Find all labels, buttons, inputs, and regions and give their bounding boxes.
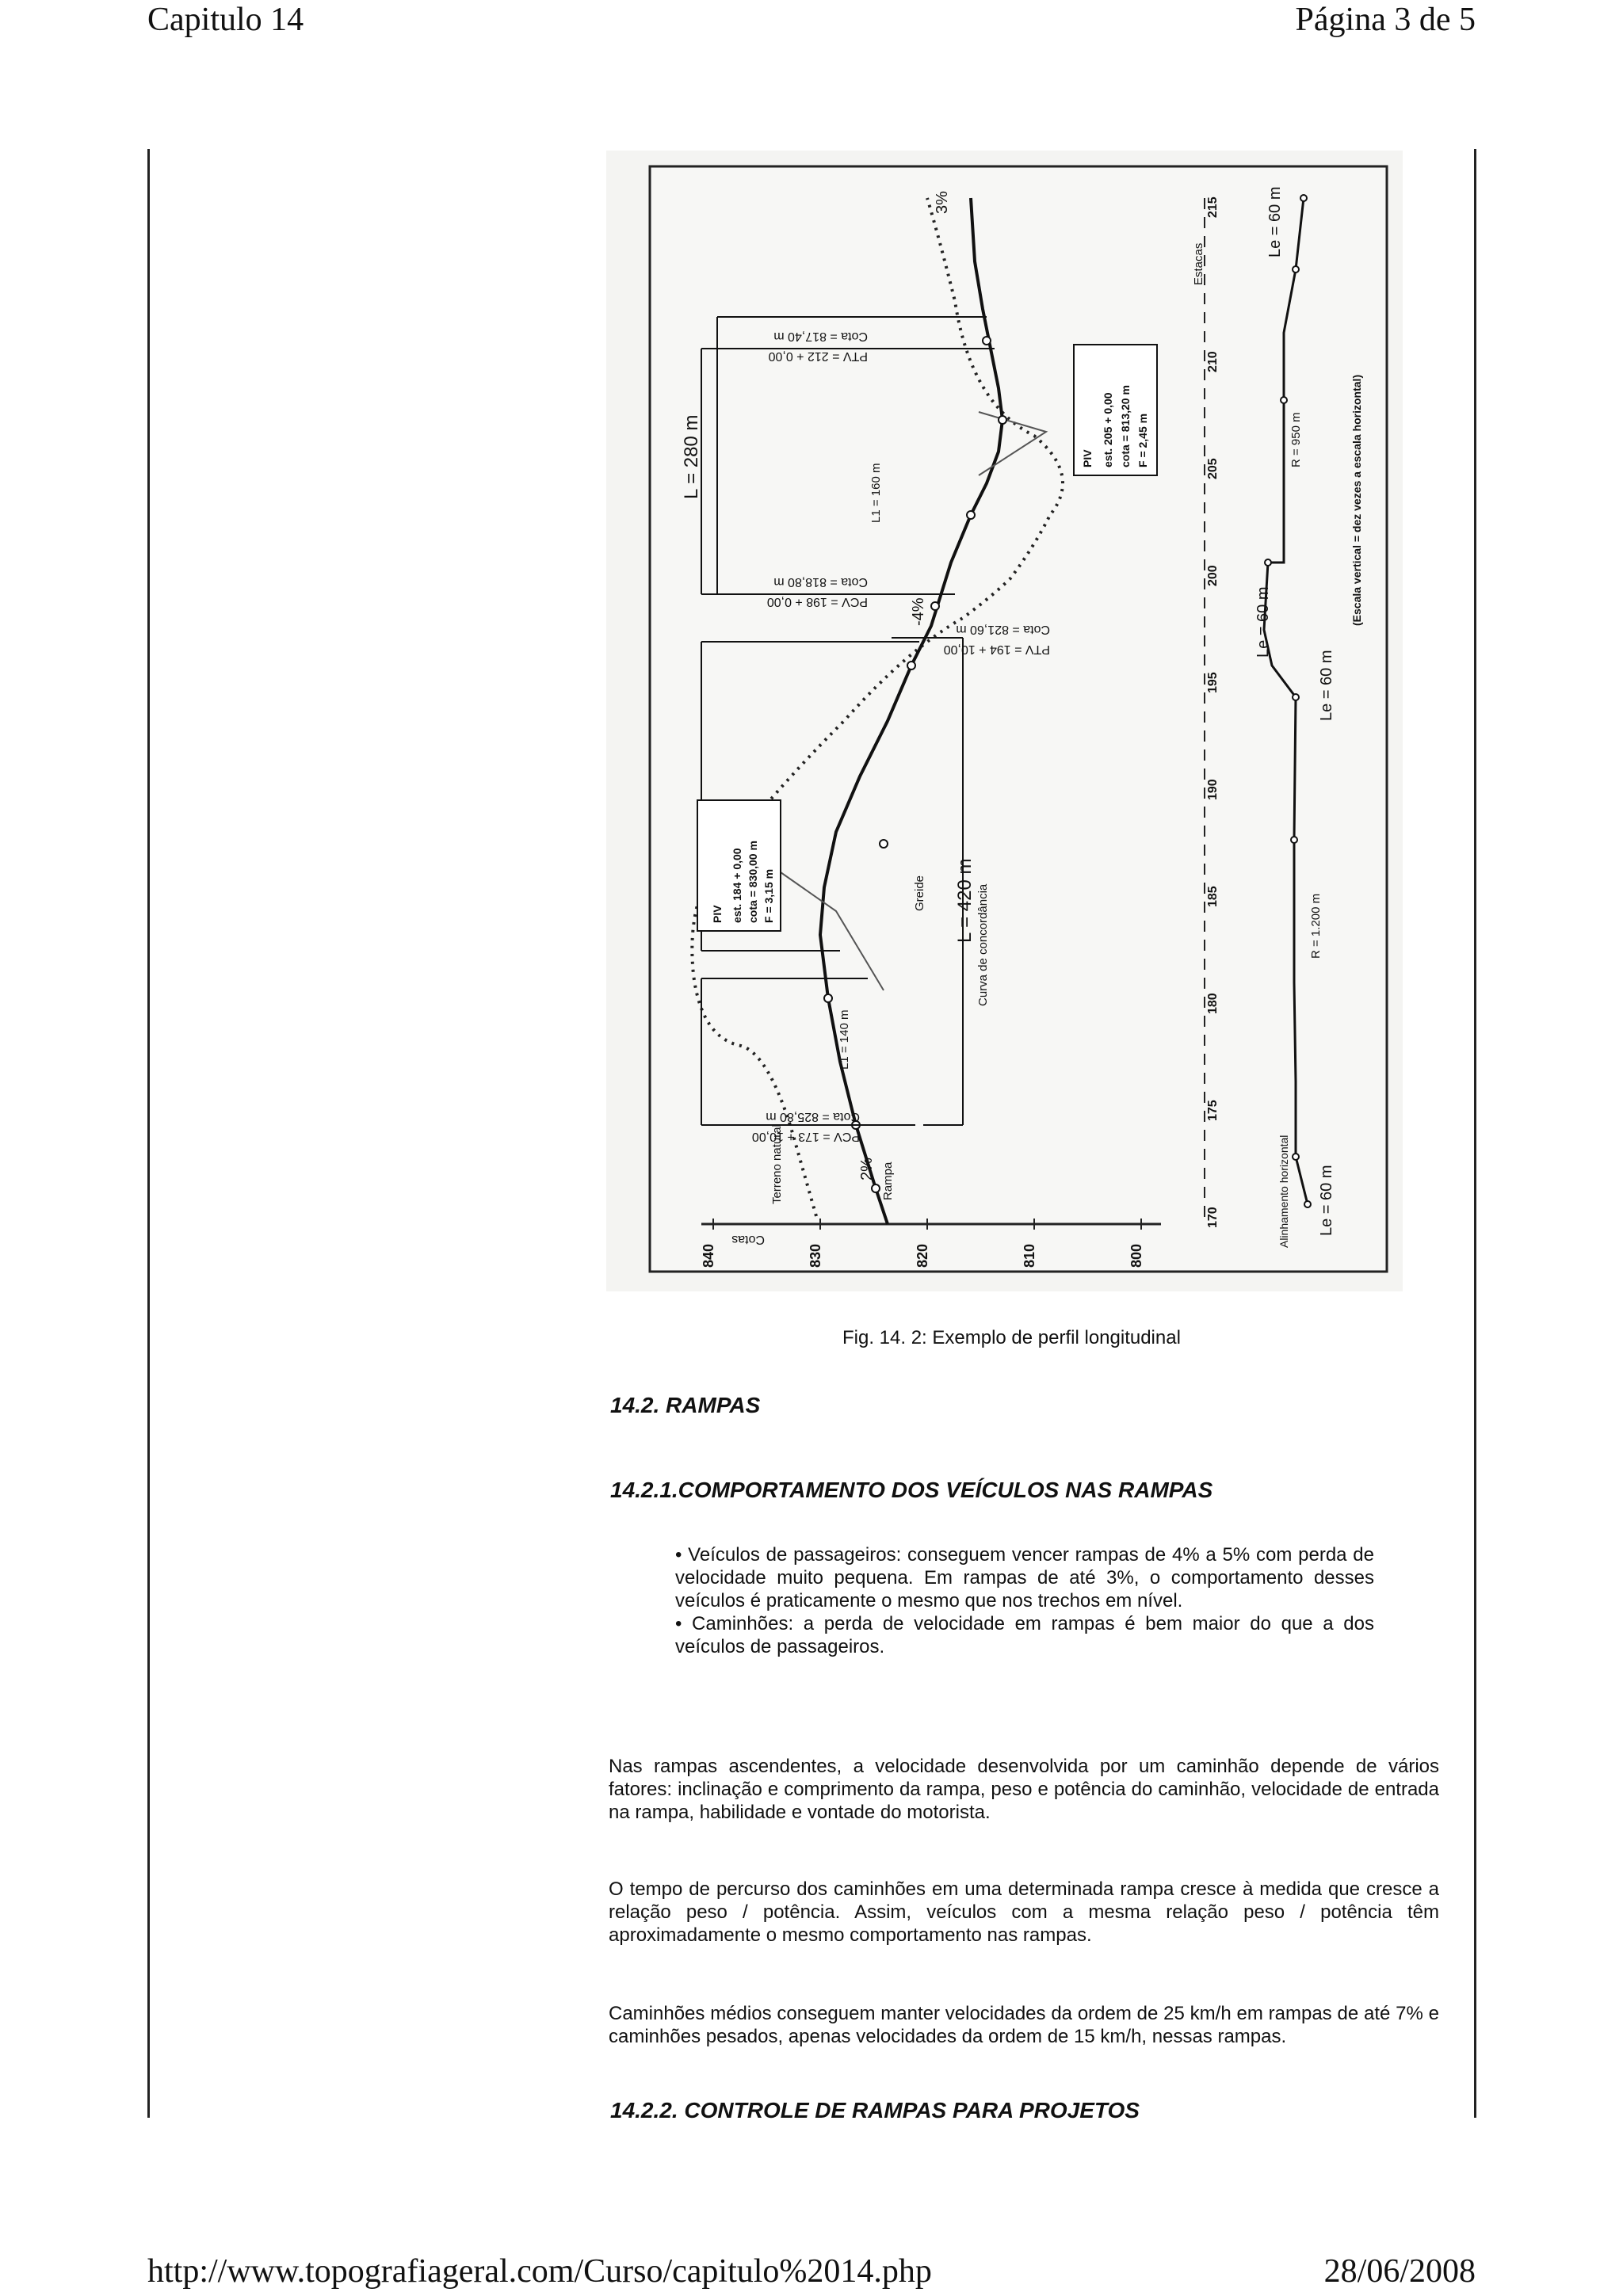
header-page-number: Página 3 de 5 [1295,2,1476,38]
ptv2-label: PTV = 212 + 0,00 [768,349,868,363]
cotas-tick-800: 800 [1128,1243,1144,1268]
cota-ptv1-label: Cota = 821,60 m [956,623,1050,636]
paragraph-rampas-ascendentes: Nas rampas ascendentes, a velocidade desenvolvida por um caminhão depende de vários fatores: inclinação e comprimento da rampa, peso e potência do caminhão, velocidade de entrada na rampa, habilidade e vontade do motorista. [609,1756,1439,1823]
cota-pcv2-label: Cota = 818,80 m [773,575,868,589]
grade-3-percent: 3% [934,191,951,214]
bullet-list [675,1543,1374,1658]
estacas-tick-175: 175 [1206,1100,1220,1121]
svg-text:PIV: PIV [1081,449,1094,467]
cotas-tick-840: 840 [701,1243,716,1268]
length-l1-140: L1 = 140 m [838,1009,851,1070]
piv2-box [1074,345,1157,475]
footer-url[interactable]: http://www.topografiageral.com/Curso/capitulo%2014.php [147,2253,932,2290]
svg-text:cota = 830,00 m: cota = 830,00 m [747,841,759,923]
figure-caption: Fig. 14. 2: Exemplo de perfil longitudinal [842,1327,1181,1348]
svg-text:cota = 813,20 m: cota = 813,20 m [1119,385,1132,467]
pcv2-label: PCV = 198 + 0,00 [766,595,868,608]
ptv1-label: PTV = 194 + 10,00 [943,643,1050,656]
pcv1-label: PCV = 173 + 10,00 [751,1130,860,1143]
footer-date: 28/06/2008 [1323,2253,1476,2290]
greide-label: Greide [913,875,926,911]
svg-text:PIV: PIV [711,905,724,923]
paragraph-tempo-percurso: O tempo de percurso dos caminhões em uma determinada rampa cresce à medida que cresce a relação peso / potência. Assim, veículos com a mesma relação peso / potência têm aproximadamente o mesmo comportamento nas rampas. [609,1878,1439,1946]
estacas-tick-195: 195 [1206,672,1220,693]
left-border-rule [147,149,150,2118]
rampa-label: Rampa [881,1161,895,1200]
estacas-tick-200: 200 [1206,565,1220,586]
longitudinal-profile-figure [606,151,1403,1291]
length-l-280: L = 280 m [681,414,702,499]
curva-concordancia-label: Curva de concordância [976,883,990,1006]
cota-ptv2-label: Cota = 817,40 m [773,330,868,343]
estacas-label: Estacas [1192,242,1205,285]
le-60-3: Le = 60 m [1254,586,1272,658]
estacas-tick-190: 190 [1206,779,1220,800]
svg-text:F = 2,45 m: F = 2,45 m [1136,413,1149,467]
estacas-tick-170: 170 [1206,1207,1220,1228]
escala-note: (Escala vertical = dez vezes a escala horizontal) [1350,374,1363,626]
le-60-2: Le = 60 m [1318,650,1335,721]
piv1-box [697,800,781,931]
svg-text:est. 205 + 0,00: est. 205 + 0,00 [1102,392,1114,467]
radius-950: R = 950 m [1289,412,1303,467]
section-heading-controle: 14.2.2. CONTROLE DE RAMPAS PARA PROJETOS [610,2098,1140,2122]
cota-pcv1-label: Cota = 825,80 m [766,1110,860,1123]
cotas-tick-820: 820 [915,1243,930,1268]
figure-frame [650,166,1387,1272]
estacas-tick-205: 205 [1206,458,1220,479]
cotas-tick-830: 830 [808,1243,823,1268]
svg-text:est. 184 + 0,00: est. 184 + 0,00 [731,848,743,923]
estacas-tick-215: 215 [1206,196,1220,218]
cotas-tick-810: 810 [1022,1243,1037,1268]
radius-1200: R = 1.200 m [1309,893,1323,959]
estacas-tick-180: 180 [1206,993,1220,1014]
grade-2-percent: 2% [858,1158,876,1180]
section-heading-rampas: 14.2. RAMPAS [610,1393,761,1417]
le-60-4: Le = 60 m [1266,186,1284,257]
cotas-label: Cotas [731,1233,765,1246]
grade-minus-4-percent: -4% [910,597,927,626]
section-heading-comportamento: 14.2.1.COMPORTAMENTO DOS VEÍCULOS NAS RAMPAS [610,1478,1213,1502]
bullet-passageiros: • Veículos de passageiros: conseguem vencer rampas de 4% a 5% com perda de velocidade muito pequena. Em rampas de até 3%, o comportamento desses veículos é praticamente o mesmo que nos trechos em nível. [675,1544,1374,1611]
svg-text:F = 3,15 m: F = 3,15 m [762,868,775,923]
le-60-1: Le = 60 m [1318,1165,1335,1236]
estacas-tick-185: 185 [1206,886,1220,907]
paragraph-caminhoes-medios: Caminhões médios conseguem manter velocidades da ordem de 25 km/h em rampas de até 7% e caminhões pesados, apenas velocidades da ordem de 15 km/h, nessas rampas. [609,2003,1439,2047]
terreno-natural-label: Terreno natural [770,1124,784,1204]
length-l-420: L = 420 m [954,858,976,943]
length-l1-160: L1 = 160 m [869,463,883,523]
right-border-rule [1474,149,1476,2118]
header-chapter: Capitulo 14 [147,2,304,38]
alinhamento-horizontal-label: Alinhamento horizontal [1277,1135,1290,1248]
bullet-caminhoes: • Caminhões: a perda de velocidade em rampas é bem maior do que a dos veículos de passageiros. [675,1613,1374,1657]
estacas-tick-210: 210 [1206,351,1220,372]
